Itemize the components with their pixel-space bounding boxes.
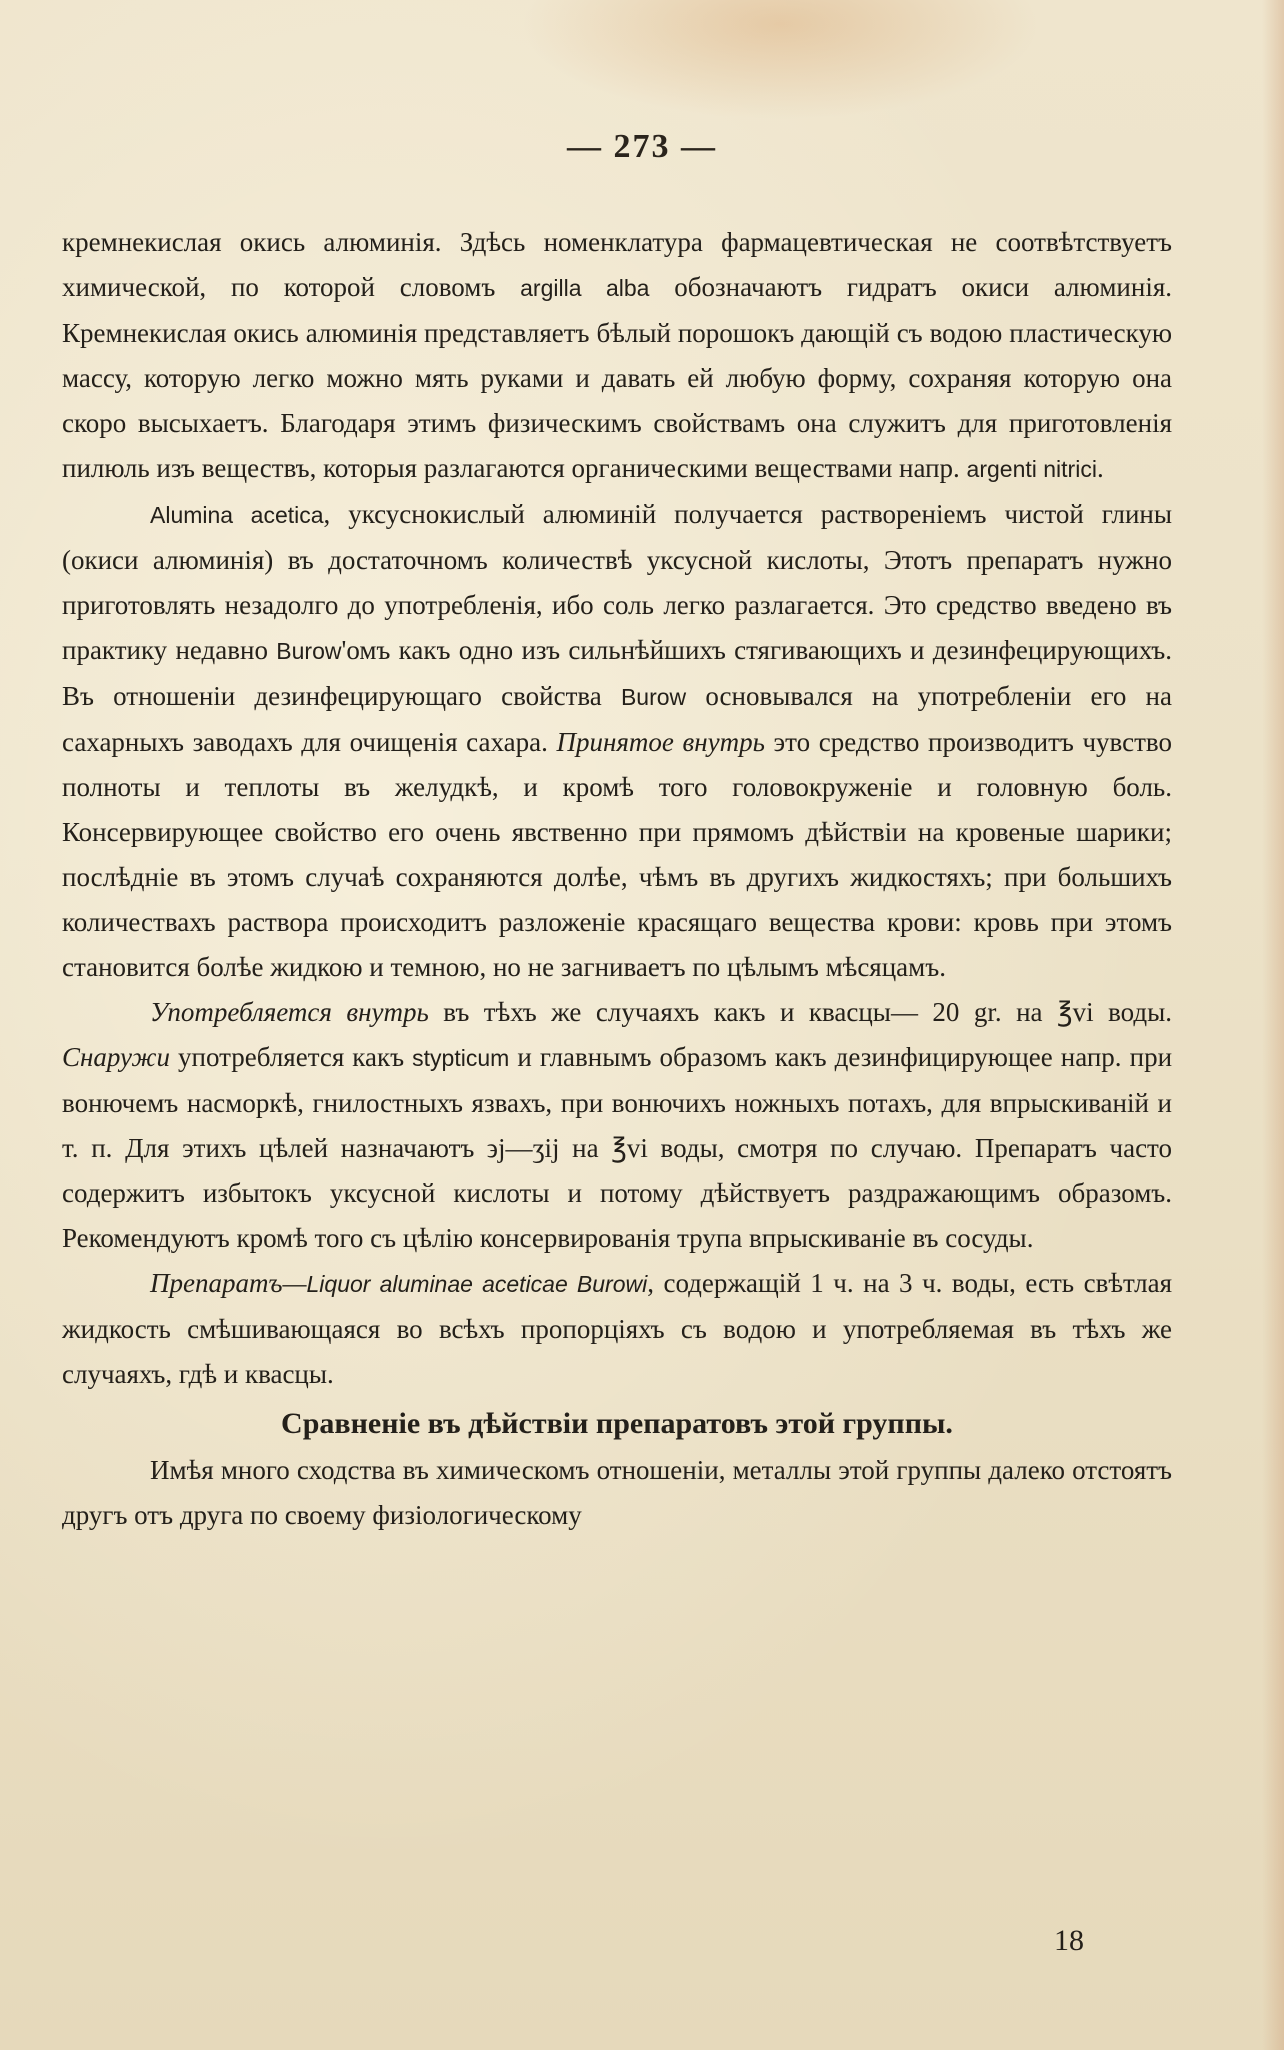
text-run: основывался на употребленіи его на сахарныхъ заводахъ для очищенія сахара. <box>62 681 1172 757</box>
text-run: это средство производитъ чувство полноты и теплоты въ желудкѣ, и кромѣ того головокруженіе и головную боль. Консервирующее свойство его очень явственно при прямомъ дѣйствіи на кровеные шарики; послѣдніе въ этомъ случаѣ сохраняются долѣе, чѣмъ въ другихъ жидкостяхъ; при большихъ количествахъ раствора происходитъ разложеніе красящаго вещества крови: кровь при этомъ становится болѣе жидкою и темною, но не загниваетъ по цѣлымъ мѣсяцамъ. <box>62 727 1172 982</box>
text-run: обозначаютъ гидратъ окиси алюминія. Кремнекислая окись алюминія представляетъ бѣлый порошокъ дающій съ водою пластическую массу, которую легко можно мять руками и давать ей любую форму, сохраняя которую она скоро высыхаетъ. Благодаря этимъ физическимъ свойствамъ она служитъ для приготовленія пилюль изъ веществъ, которыя разлагаются органическими веществами напр. <box>62 272 1172 483</box>
text-run: и главнымъ образомъ какъ дезинфицирующее напр. при вонючемъ насморкѣ, гнилостныхъ язвахъ, при вонючихъ ножныхъ потахъ, для впрыскиваній и т. п. Для этихъ цѣлей назначаютъ ϶j—ʒij на ℥vi воды, смотря по случаю. Препаратъ часто содержитъ избытокъ уксусной кислоты и потому дѣйствуетъ раздражающимъ образомъ. Рекомендуютъ кромѣ того съ цѣлію консервированія трупа впрыскиваніе въ сосуды. <box>62 1042 1173 1253</box>
text-run: 'омъ какъ одно изъ сильнѣйшихъ стягивающихъ и дезинфецирующихъ. Въ отношеніи дезинфецирующаго свойства <box>62 635 1172 711</box>
paragraph-alumina-acetica <box>62 492 1172 990</box>
page-number: — 273 — <box>567 128 717 165</box>
latin-term: argilla alba <box>520 275 650 301</box>
page-edge <box>1262 0 1284 2050</box>
paragraph-argilla <box>62 220 1172 492</box>
signature-mark: 18 <box>1054 1924 1084 1957</box>
text-run: , уксуснокислый алюминій получается раствореніемъ чистой глины (окиси алюминія) въ достаточномъ количествѣ уксусной кислоты, Этотъ препаратъ нужно приготовлять незадолго до употребленія, ибо соль легко разлагается. Это средство введено въ практику недавно <box>62 499 1172 665</box>
italic-term: Употребляется внутрь <box>150 997 429 1027</box>
latin-term: Burow <box>276 638 342 664</box>
body-text <box>62 220 1172 1538</box>
italic-term: Снаружи <box>62 1042 170 1072</box>
paragraph-preparation <box>62 1261 1172 1397</box>
latin-term: stypticum <box>412 1045 510 1071</box>
section-heading: Сравненіе въ дѣйствіи препаратовъ этой группы. <box>281 1407 953 1440</box>
text-run: кремнекислая окись алюминія. Здѣсь номенклатура фармацевтическая не соотвѣтствуетъ химической, по которой словомъ <box>62 227 1172 302</box>
text-run: , содержащій 1 ч. на 3 ч. воды, есть свѣтлая жидкость смѣшивающаяся во всѣхъ пропорціяхъ съ водою и употребляемая въ тѣхъ же случаяхъ, гдѣ и квасцы. <box>62 1268 1172 1389</box>
paper-stain <box>520 0 1040 120</box>
text-run: Имѣя много сходства въ химическомъ отношеніи, металлы этой группы далеко отстоятъ другъ отъ друга по своему физіологическому <box>62 1455 1172 1530</box>
latin-term: Alumina acetica <box>150 502 324 528</box>
italic-term: Препаратъ— <box>150 1268 307 1298</box>
latin-term: argenti nitrici <box>966 456 1097 482</box>
paragraph-comparison <box>62 1448 1172 1538</box>
paragraph-usage <box>62 990 1172 1261</box>
latin-term: Burow <box>620 684 687 710</box>
italic-term: Принятое внутрь <box>556 727 765 757</box>
text-run: . <box>1096 453 1104 483</box>
latin-term: Liquor aluminae aceticae Burowi <box>306 1271 648 1297</box>
text-run: употребляется какъ <box>169 1042 413 1072</box>
text-run: въ тѣхъ же случаяхъ какъ и квасцы— 20 gr. на ℥vi воды. <box>428 997 1172 1027</box>
